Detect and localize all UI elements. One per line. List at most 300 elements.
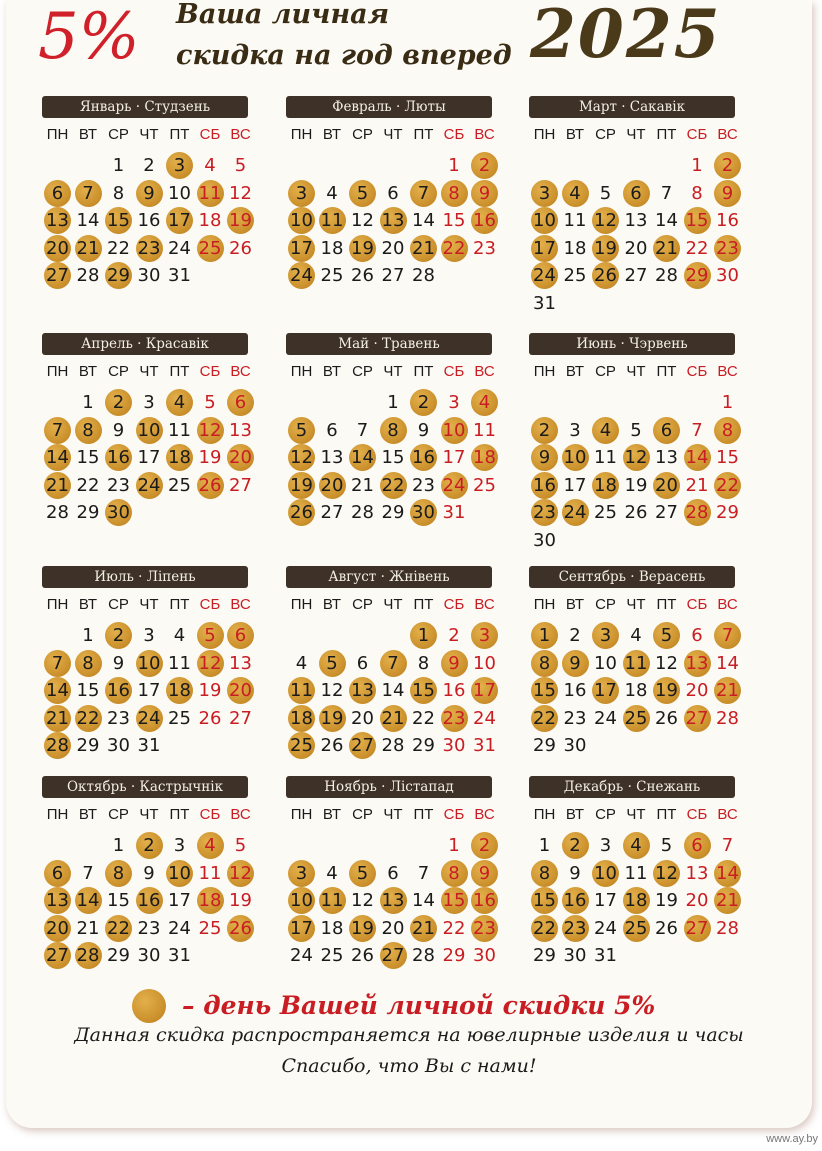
- day-number: 12: [320, 680, 344, 701]
- weekday-label: ВТ: [565, 806, 585, 823]
- day-cell: [408, 705, 439, 733]
- day-cell-discount: [378, 417, 409, 445]
- day-cell: [590, 444, 621, 472]
- day-cell-discount: [590, 472, 621, 500]
- day-cell: [529, 290, 560, 318]
- weekday-label: ВС: [474, 363, 495, 380]
- day-number: 21: [46, 474, 69, 496]
- weekday-label: СБ: [199, 596, 221, 613]
- day-number: 4: [630, 625, 642, 646]
- weekday-label: СР: [352, 596, 373, 613]
- day-number: 3: [599, 625, 612, 646]
- day-number: 25: [320, 265, 344, 286]
- day-cell: [195, 915, 226, 943]
- day-cell: [317, 444, 348, 472]
- day-cell-discount: [134, 180, 165, 208]
- day-number: 16: [442, 680, 466, 701]
- day-number: 12: [229, 182, 252, 204]
- day-cell: [408, 887, 439, 915]
- day-number: 4: [478, 392, 491, 413]
- day-cell-discount: [439, 235, 470, 263]
- day-number: 21: [46, 707, 69, 729]
- day-cell: [103, 235, 134, 263]
- weekday-label: ПН: [46, 596, 69, 613]
- day-cell: [408, 472, 439, 500]
- day-cell: [317, 860, 348, 888]
- day-cell-discount: [590, 677, 621, 705]
- day-number: 18: [168, 680, 191, 701]
- day-cell-discount: [469, 860, 500, 888]
- day-number: 29: [76, 735, 100, 756]
- day-number: 24: [168, 917, 191, 939]
- day-number: 3: [295, 862, 308, 884]
- day-cell: [378, 915, 409, 943]
- day-cell-discount: [712, 417, 743, 445]
- weekday-label: СР: [595, 596, 616, 613]
- day-number: 15: [442, 890, 466, 911]
- day-cell-discount: [347, 732, 378, 760]
- day-number: 9: [112, 419, 125, 441]
- day-cell: [103, 705, 134, 733]
- day-cell: [103, 417, 134, 445]
- day-number: 13: [624, 210, 648, 231]
- day-cell: [164, 650, 195, 678]
- day-cell-discount: [529, 860, 560, 888]
- day-cell: [712, 499, 743, 527]
- day-number: 1: [387, 392, 399, 413]
- day-cell: [378, 389, 409, 417]
- weekday-label: ВТ: [78, 126, 98, 143]
- day-cell-discount: [590, 235, 621, 263]
- day-cell-discount: [529, 207, 560, 235]
- day-cell-discount: [225, 207, 256, 235]
- day-cell: [439, 499, 470, 527]
- day-number: 8: [538, 652, 551, 674]
- day-cell: [134, 152, 165, 180]
- day-number: 21: [716, 890, 739, 911]
- note-line1: Данная скидка распространяется на ювелирные изделия и часы: [74, 1024, 744, 1046]
- day-cell-discount: [529, 180, 560, 208]
- day-cell-discount: [529, 677, 560, 705]
- day-cell-discount: [317, 650, 348, 678]
- day-number: 29: [107, 265, 130, 286]
- day-cell-discount: [469, 622, 500, 650]
- day-cell-discount: [225, 389, 256, 417]
- day-number: 17: [290, 237, 313, 259]
- day-number: 23: [137, 237, 161, 259]
- day-cell: [529, 832, 560, 860]
- day-number: 9: [448, 652, 460, 674]
- day-number: 11: [168, 652, 191, 674]
- weekday-label: ВС: [230, 363, 251, 380]
- day-number: 24: [290, 945, 313, 966]
- day-number: 8: [448, 182, 460, 204]
- day-cell-discount: [621, 180, 652, 208]
- day-cell: [73, 915, 104, 943]
- day-cell: [225, 705, 256, 733]
- day-cell-discount: [103, 860, 134, 888]
- day-cell-discount: [651, 860, 682, 888]
- day-cell-discount: [286, 915, 317, 943]
- day-number: 9: [143, 182, 155, 204]
- tagline-line1: Ваша личная: [176, 0, 390, 30]
- day-number: 2: [143, 835, 155, 856]
- day-cell-discount: [529, 915, 560, 943]
- day-number: 9: [417, 419, 430, 441]
- day-number: 17: [594, 680, 617, 701]
- day-number: 14: [76, 210, 100, 231]
- weekday-label: ЧТ: [383, 363, 403, 380]
- day-cell-discount: [529, 499, 560, 527]
- legend: [132, 986, 732, 1020]
- day-cell: [682, 887, 713, 915]
- day-number: 9: [143, 862, 155, 884]
- day-cell-discount: [286, 180, 317, 208]
- day-cell: [712, 389, 743, 417]
- day-number: 19: [351, 237, 374, 259]
- day-cell-discount: [103, 207, 134, 235]
- day-cell: [378, 262, 409, 290]
- day-cell: [225, 235, 256, 263]
- day-cell: [134, 389, 165, 417]
- day-number: 10: [290, 890, 313, 911]
- day-number: 22: [107, 237, 130, 259]
- day-cell: [286, 942, 317, 970]
- day-cell: [469, 472, 500, 500]
- day-cell-discount: [42, 677, 73, 705]
- day-cell: [439, 622, 470, 650]
- day-cell-discount: [408, 444, 439, 472]
- day-number: 16: [473, 210, 496, 231]
- weekday-label: ВС: [230, 596, 251, 613]
- day-cell-discount: [286, 207, 317, 235]
- day-cell: [651, 915, 682, 943]
- day-number: 13: [229, 419, 252, 441]
- day-number: 28: [76, 265, 100, 286]
- day-number: 16: [107, 680, 130, 701]
- weekday-label: ПТ: [169, 363, 190, 380]
- day-cell: [439, 152, 470, 180]
- weekday-label: ПТ: [656, 596, 677, 613]
- weekday-label: СР: [108, 806, 129, 823]
- day-cell-discount: [560, 887, 591, 915]
- day-number: 1: [112, 835, 125, 856]
- day-number: 8: [112, 862, 125, 884]
- weekday-label: СР: [595, 363, 616, 380]
- day-number: 28: [381, 735, 405, 756]
- weekday-label: СР: [108, 363, 129, 380]
- day-number: 17: [168, 890, 191, 911]
- day-cell: [439, 942, 470, 970]
- day-number: 20: [685, 680, 709, 701]
- day-number: 4: [630, 835, 642, 856]
- day-cell: [712, 650, 743, 678]
- weekday-label: СР: [352, 363, 373, 380]
- day-number: 9: [478, 862, 491, 884]
- weekday-label: ЧТ: [139, 596, 159, 613]
- day-number: 29: [716, 502, 739, 523]
- day-cell: [103, 732, 134, 760]
- day-number: 10: [290, 210, 313, 231]
- day-cell-discount: [134, 887, 165, 915]
- day-cell-discount: [469, 677, 500, 705]
- day-number: 8: [82, 419, 94, 441]
- day-number: 23: [473, 237, 496, 259]
- weekday-label: ЧТ: [626, 596, 646, 613]
- day-number: 10: [563, 447, 587, 468]
- weekday-label: ВТ: [565, 126, 585, 143]
- day-cell: [408, 417, 439, 445]
- day-number: 22: [381, 474, 405, 496]
- day-cell: [164, 235, 195, 263]
- weekday-label: ВТ: [78, 363, 98, 380]
- day-number: 11: [198, 862, 222, 884]
- day-cell: [682, 472, 713, 500]
- day-number: 30: [563, 945, 587, 966]
- day-number: 22: [442, 917, 466, 939]
- day-number: 6: [51, 182, 64, 204]
- day-cell-discount: [560, 832, 591, 860]
- weekday-label: ВТ: [322, 806, 342, 823]
- day-cell-discount: [164, 677, 195, 705]
- day-cell: [317, 499, 348, 527]
- day-cell-discount: [317, 705, 348, 733]
- day-number: 22: [442, 237, 466, 259]
- day-number: 28: [46, 502, 69, 523]
- day-number: 6: [691, 625, 703, 646]
- day-number: 27: [229, 707, 252, 729]
- day-grid: [42, 389, 272, 557]
- day-cell-discount: [529, 444, 560, 472]
- day-cell: [651, 499, 682, 527]
- day-number: 27: [46, 945, 69, 966]
- day-cell-discount: [42, 860, 73, 888]
- month-title: Август · Жнівень: [286, 566, 492, 588]
- day-number: 30: [563, 735, 587, 756]
- day-cell-discount: [682, 499, 713, 527]
- day-number: 28: [716, 707, 739, 729]
- day-cell-discount: [42, 417, 73, 445]
- day-cell-discount: [103, 915, 134, 943]
- day-number: 14: [655, 210, 678, 231]
- day-cell-discount: [103, 499, 134, 527]
- day-number: 7: [387, 652, 399, 674]
- day-number: 12: [624, 447, 648, 468]
- month-title: Декабрь · Снежань: [529, 776, 735, 798]
- day-cell: [73, 860, 104, 888]
- day-number: 16: [563, 680, 587, 701]
- day-number: 29: [107, 945, 130, 966]
- day-number: 10: [168, 182, 191, 204]
- weekday-label: ПТ: [656, 126, 677, 143]
- day-number: 15: [533, 890, 556, 911]
- day-number: 18: [168, 447, 191, 468]
- day-number: 20: [351, 707, 374, 729]
- day-number: 27: [320, 502, 344, 523]
- day-cell: [225, 887, 256, 915]
- day-cell-discount: [347, 915, 378, 943]
- day-number: 8: [82, 652, 94, 674]
- weekday-label: ПН: [533, 363, 556, 380]
- day-number: 26: [229, 917, 252, 939]
- day-cell: [42, 499, 73, 527]
- day-cell: [651, 180, 682, 208]
- day-number: 2: [143, 155, 155, 176]
- day-number: 14: [412, 210, 435, 231]
- day-cell-discount: [225, 915, 256, 943]
- day-number: 6: [234, 392, 247, 413]
- day-number: 12: [229, 862, 252, 884]
- day-number: 9: [478, 182, 491, 204]
- weekday-row: [42, 361, 262, 383]
- day-cell: [408, 650, 439, 678]
- day-number: 12: [351, 210, 374, 231]
- day-number: 11: [168, 419, 191, 441]
- day-number: 8: [538, 862, 551, 884]
- day-number: 1: [721, 392, 734, 413]
- day-number: 10: [442, 419, 466, 441]
- day-cell-discount: [712, 472, 743, 500]
- day-number: 22: [107, 917, 130, 939]
- day-number: 24: [594, 917, 617, 939]
- day-number: 22: [685, 237, 709, 259]
- day-cell-discount: [134, 235, 165, 263]
- day-number: 16: [716, 210, 739, 231]
- day-number: 5: [204, 392, 216, 413]
- weekday-label: СР: [352, 806, 373, 823]
- day-number: 24: [533, 265, 556, 286]
- day-cell-discount: [134, 472, 165, 500]
- weekday-label: ПТ: [169, 126, 190, 143]
- day-cell: [225, 417, 256, 445]
- day-cell: [590, 180, 621, 208]
- weekday-label: ПТ: [413, 126, 434, 143]
- day-number: 8: [112, 182, 125, 204]
- weekday-label: ПТ: [413, 363, 434, 380]
- day-cell-discount: [347, 235, 378, 263]
- day-cell-discount: [439, 887, 470, 915]
- day-cell: [621, 860, 652, 888]
- day-number: 22: [533, 707, 556, 729]
- day-cell-discount: [529, 262, 560, 290]
- day-number: 20: [381, 917, 405, 939]
- day-number: 15: [412, 680, 435, 701]
- day-number: 20: [46, 917, 69, 939]
- day-cell-discount: [42, 262, 73, 290]
- day-cell: [347, 705, 378, 733]
- weekday-label: ВС: [717, 806, 738, 823]
- day-cell-discount: [42, 650, 73, 678]
- day-number: 23: [412, 474, 435, 496]
- day-cell-discount: [682, 915, 713, 943]
- day-number: 7: [82, 862, 94, 884]
- day-number: 18: [624, 890, 648, 911]
- day-number: 19: [229, 890, 252, 911]
- day-cell: [682, 677, 713, 705]
- day-number: 18: [594, 474, 617, 496]
- day-cell-discount: [286, 235, 317, 263]
- day-number: 9: [569, 652, 581, 674]
- weekday-label: ПН: [533, 126, 556, 143]
- day-cell-discount: [103, 677, 134, 705]
- day-cell-discount: [103, 622, 134, 650]
- day-number: 26: [320, 735, 344, 756]
- day-cell: [378, 677, 409, 705]
- day-number: 14: [76, 890, 100, 911]
- day-number: 12: [655, 652, 678, 674]
- day-number: 26: [229, 237, 252, 259]
- day-cell-discount: [134, 705, 165, 733]
- day-number: 15: [76, 680, 100, 701]
- day-number: 28: [76, 945, 100, 966]
- day-number: 6: [326, 419, 338, 441]
- day-cell-discount: [347, 444, 378, 472]
- day-cell: [378, 235, 409, 263]
- day-number: 21: [412, 237, 435, 259]
- day-cell: [590, 832, 621, 860]
- day-number: 30: [412, 502, 435, 523]
- day-cell-discount: [73, 705, 104, 733]
- weekday-label: ЧТ: [626, 363, 646, 380]
- weekday-row: [286, 804, 506, 826]
- day-number: 19: [655, 680, 678, 701]
- day-number: 15: [381, 447, 405, 468]
- day-cell-discount: [42, 732, 73, 760]
- day-number: 21: [76, 917, 100, 939]
- day-cell: [651, 705, 682, 733]
- day-cell: [682, 180, 713, 208]
- day-grid: [529, 832, 759, 1000]
- day-cell-discount: [286, 677, 317, 705]
- day-number: 1: [82, 392, 94, 413]
- day-cell-discount: [134, 832, 165, 860]
- day-number: 22: [76, 707, 100, 729]
- day-cell: [651, 650, 682, 678]
- weekday-label: СБ: [686, 806, 708, 823]
- day-number: 21: [76, 237, 100, 259]
- day-number: 3: [538, 182, 551, 204]
- day-number: 2: [569, 625, 581, 646]
- day-number: 30: [716, 265, 739, 286]
- day-cell: [469, 705, 500, 733]
- day-cell-discount: [621, 887, 652, 915]
- day-cell: [469, 417, 500, 445]
- weekday-label: ПТ: [413, 596, 434, 613]
- day-cell: [195, 152, 226, 180]
- day-number: 14: [351, 447, 374, 468]
- calendar-header: [6, 0, 812, 90]
- day-cell: [712, 207, 743, 235]
- day-number: 24: [563, 502, 587, 523]
- day-cell-discount: [42, 887, 73, 915]
- day-number: 29: [533, 735, 556, 756]
- day-grid: [286, 622, 516, 790]
- day-number: 12: [351, 890, 374, 911]
- weekday-row: [529, 124, 749, 146]
- day-number: 5: [660, 625, 673, 646]
- weekday-label: СР: [595, 806, 616, 823]
- day-cell: [439, 677, 470, 705]
- weekday-row: [529, 804, 749, 826]
- day-number: 4: [326, 182, 338, 204]
- day-cell: [317, 235, 348, 263]
- day-cell-discount: [621, 705, 652, 733]
- day-cell-discount: [195, 472, 226, 500]
- day-number: 25: [198, 917, 222, 939]
- day-number: 4: [204, 835, 216, 856]
- day-number: 13: [320, 447, 344, 468]
- day-cell-discount: [682, 262, 713, 290]
